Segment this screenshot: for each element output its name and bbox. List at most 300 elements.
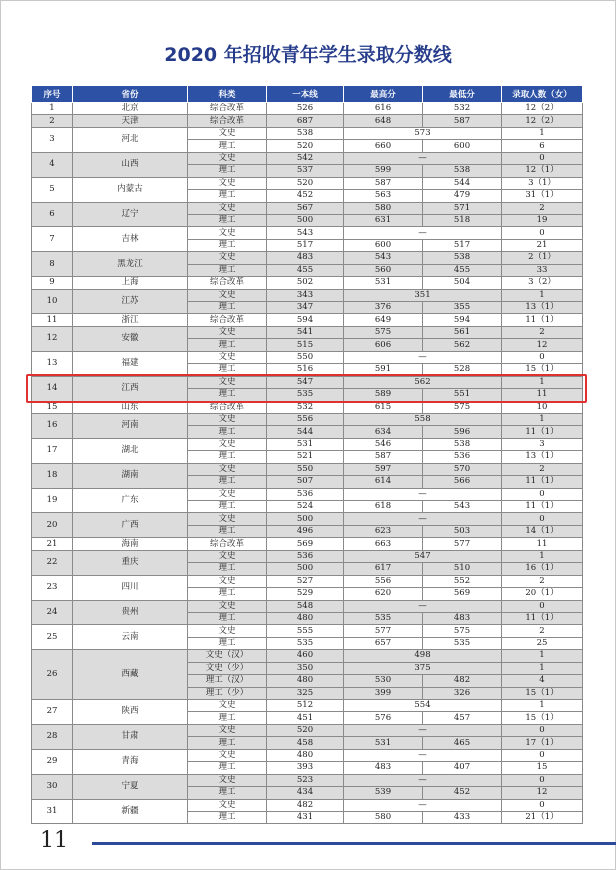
cell-admitted: 11（1）	[502, 501, 583, 513]
cell-subject: 理工	[188, 612, 267, 624]
cell-first-tier-line: 536	[267, 488, 344, 500]
cell-no: 27	[32, 700, 73, 725]
cell-province: 湖北	[73, 438, 188, 463]
cell-admitted: 21（1）	[502, 811, 583, 823]
cell-admitted: 1	[502, 662, 583, 674]
cell-subject: 理工	[188, 451, 267, 463]
cell-no: 7	[32, 227, 73, 252]
cell-subject: 理工	[188, 302, 267, 314]
cell-first-tier-line: 547	[267, 376, 344, 388]
cell-subject: 文史	[188, 575, 267, 587]
cell-single-score: —	[344, 724, 502, 736]
cell-province: 贵州	[73, 600, 188, 625]
cell-first-tier-line: 538	[267, 127, 344, 139]
cell-first-tier-line: 527	[267, 575, 344, 587]
cell-subject: 文史	[188, 351, 267, 363]
table-row	[32, 252, 583, 264]
cell-max-score: 587	[344, 177, 423, 189]
cell-province: 江苏	[73, 289, 188, 314]
cell-first-tier-line: 431	[267, 811, 344, 823]
cell-admitted: 11（1）	[502, 314, 583, 326]
cell-first-tier-line: 555	[267, 625, 344, 637]
cell-first-tier-line: 350	[267, 662, 344, 674]
cell-admitted: 3	[502, 438, 583, 450]
cell-admitted: 21	[502, 239, 583, 251]
cell-max-score: 575	[344, 326, 423, 338]
header-subject: 科类	[188, 86, 267, 103]
cell-min-score: 536	[423, 451, 502, 463]
table-row	[32, 538, 583, 550]
cell-min-score: 504	[423, 277, 502, 289]
cell-no: 5	[32, 177, 73, 202]
cell-first-tier-line: 480	[267, 675, 344, 687]
cell-subject: 文史	[188, 700, 267, 712]
cell-max-score: 657	[344, 637, 423, 649]
cell-subject: 文史	[188, 252, 267, 264]
cell-subject: 理工（汉）	[188, 675, 267, 687]
cell-province: 山西	[73, 152, 188, 177]
cell-min-score: 551	[423, 389, 502, 401]
cell-max-score: 615	[344, 401, 423, 413]
cell-province: 云南	[73, 625, 188, 650]
cell-max-score: 535	[344, 612, 423, 624]
cell-single-score: 573	[344, 127, 502, 139]
cell-province: 重庆	[73, 550, 188, 575]
table-row	[32, 513, 583, 525]
cell-single-score: —	[344, 513, 502, 525]
cell-min-score: 561	[423, 326, 502, 338]
cell-no: 24	[32, 600, 73, 625]
cell-max-score: 620	[344, 588, 423, 600]
cell-min-score: 452	[423, 787, 502, 799]
table-row	[32, 625, 583, 637]
cell-no: 6	[32, 202, 73, 227]
table-row	[32, 127, 583, 139]
cell-max-score: 580	[344, 811, 423, 823]
cell-subject: 文史	[188, 289, 267, 301]
cell-subject: 文史	[188, 127, 267, 139]
cell-min-score: 569	[423, 588, 502, 600]
cell-single-score: 562	[344, 376, 502, 388]
cell-admitted: 1	[502, 376, 583, 388]
cell-admitted: 2（1）	[502, 252, 583, 264]
cell-subject: 文史（少）	[188, 662, 267, 674]
cell-province: 四川	[73, 575, 188, 600]
cell-max-score: 600	[344, 239, 423, 251]
cell-max-score: 543	[344, 252, 423, 264]
cell-province: 新疆	[73, 799, 188, 824]
cell-admitted: 11（1）	[502, 476, 583, 488]
cell-admitted: 31（1）	[502, 190, 583, 202]
cell-max-score: 648	[344, 115, 423, 127]
cell-province: 湖南	[73, 463, 188, 488]
cell-first-tier-line: 458	[267, 737, 344, 749]
cell-first-tier-line: 687	[267, 115, 344, 127]
table-body	[32, 103, 583, 824]
cell-min-score: 326	[423, 687, 502, 699]
cell-province: 广西	[73, 513, 188, 538]
cell-subject: 理工	[188, 637, 267, 649]
table-row	[32, 103, 583, 115]
cell-single-score: —	[344, 227, 502, 239]
cell-admitted: 4	[502, 675, 583, 687]
header-first-tier-line: 一本线	[267, 86, 344, 103]
cell-first-tier-line: 483	[267, 252, 344, 264]
table-row	[32, 314, 583, 326]
cell-province: 辽宁	[73, 202, 188, 227]
table-row	[32, 277, 583, 289]
table-row	[32, 115, 583, 127]
table-row	[32, 550, 583, 562]
cell-max-score: 546	[344, 438, 423, 450]
cell-subject: 综合改革	[188, 314, 267, 326]
cell-subject: 文史	[188, 202, 267, 214]
cell-first-tier-line: 347	[267, 302, 344, 314]
cell-subject: 理工	[188, 811, 267, 823]
cell-single-score: 547	[344, 550, 502, 562]
cell-province: 内蒙古	[73, 177, 188, 202]
table-row	[32, 227, 583, 239]
cell-max-score: 563	[344, 190, 423, 202]
cell-first-tier-line: 520	[267, 140, 344, 152]
cell-subject: 文史	[188, 376, 267, 388]
cell-no: 12	[32, 326, 73, 351]
cell-first-tier-line: 569	[267, 538, 344, 550]
table-row	[32, 749, 583, 761]
table-row	[32, 177, 583, 189]
cell-max-score: 606	[344, 339, 423, 351]
cell-province: 宁夏	[73, 774, 188, 799]
cell-first-tier-line: 480	[267, 749, 344, 761]
cell-admitted: 0	[502, 152, 583, 164]
cell-subject: 理工	[188, 140, 267, 152]
cell-max-score: 556	[344, 575, 423, 587]
cell-single-score: 558	[344, 413, 502, 425]
table-row	[32, 600, 583, 612]
cell-single-score: 351	[344, 289, 502, 301]
cell-no: 9	[32, 277, 73, 289]
cell-subject: 文史	[188, 625, 267, 637]
cell-max-score: 591	[344, 364, 423, 376]
cell-min-score: 570	[423, 463, 502, 475]
cell-first-tier-line: 523	[267, 774, 344, 786]
cell-subject: 理工	[188, 737, 267, 749]
cell-max-score: 560	[344, 264, 423, 276]
cell-admitted: 0	[502, 724, 583, 736]
cell-no: 16	[32, 413, 73, 438]
cell-max-score: 617	[344, 563, 423, 575]
cell-province: 西藏	[73, 650, 188, 700]
cell-subject: 理工	[188, 476, 267, 488]
cell-min-score: 543	[423, 501, 502, 513]
cell-province: 海南	[73, 538, 188, 550]
cell-admitted: 17（1）	[502, 737, 583, 749]
cell-max-score: 580	[344, 202, 423, 214]
cell-subject: 文史	[188, 513, 267, 525]
page-number: 11	[40, 828, 68, 853]
cell-min-score: 465	[423, 737, 502, 749]
cell-admitted: 2	[502, 625, 583, 637]
cell-min-score: 575	[423, 401, 502, 413]
cell-subject: 文史	[188, 413, 267, 425]
cell-admitted: 15（1）	[502, 364, 583, 376]
cell-min-score: 566	[423, 476, 502, 488]
cell-admitted: 13（1）	[502, 451, 583, 463]
cell-max-score: 623	[344, 525, 423, 537]
cell-admitted: 11（1）	[502, 426, 583, 438]
cell-subject: 文史	[188, 463, 267, 475]
table-row	[32, 413, 583, 425]
cell-subject: 文史	[188, 438, 267, 450]
table-row	[32, 799, 583, 811]
cell-first-tier-line: 452	[267, 190, 344, 202]
cell-subject: 理工	[188, 214, 267, 226]
cell-first-tier-line: 535	[267, 637, 344, 649]
cell-min-score: 552	[423, 575, 502, 587]
cell-admitted: 0	[502, 513, 583, 525]
cell-first-tier-line: 536	[267, 550, 344, 562]
cell-subject: 文史	[188, 177, 267, 189]
cell-max-score: 576	[344, 712, 423, 724]
highlight-box-jiangxi	[26, 374, 587, 403]
table-row	[32, 650, 583, 662]
cell-no: 21	[32, 538, 73, 550]
cell-subject: 理工	[188, 165, 267, 177]
cell-no: 25	[32, 625, 73, 650]
cell-subject: 综合改革	[188, 401, 267, 413]
cell-max-score: 376	[344, 302, 423, 314]
table-row	[32, 351, 583, 363]
header-min-score: 最低分	[423, 86, 502, 103]
cell-subject: 文史	[188, 724, 267, 736]
cell-first-tier-line: 482	[267, 799, 344, 811]
table-row	[32, 438, 583, 450]
cell-first-tier-line: 496	[267, 525, 344, 537]
cell-no: 10	[32, 289, 73, 314]
cell-subject: 理工	[188, 563, 267, 575]
cell-first-tier-line: 556	[267, 413, 344, 425]
cell-first-tier-line: 502	[267, 277, 344, 289]
cell-subject: 综合改革	[188, 103, 267, 115]
cell-subject: 理工	[188, 264, 267, 276]
cell-min-score: 503	[423, 525, 502, 537]
cell-admitted: 6	[502, 140, 583, 152]
cell-first-tier-line: 542	[267, 152, 344, 164]
cell-max-score: 531	[344, 277, 423, 289]
cell-first-tier-line: 434	[267, 787, 344, 799]
cell-min-score: 355	[423, 302, 502, 314]
cell-admitted: 14（1）	[502, 525, 583, 537]
cell-subject: 理工（少）	[188, 687, 267, 699]
admission-score-table	[31, 85, 583, 824]
cell-admitted: 2	[502, 463, 583, 475]
cell-min-score: 510	[423, 563, 502, 575]
cell-province: 青海	[73, 749, 188, 774]
cell-first-tier-line: 451	[267, 712, 344, 724]
cell-admitted: 33	[502, 264, 583, 276]
cell-min-score: 538	[423, 252, 502, 264]
header-province: 省份	[73, 86, 188, 103]
cell-min-score: 528	[423, 364, 502, 376]
cell-admitted: 12	[502, 787, 583, 799]
cell-admitted: 2	[502, 575, 583, 587]
cell-min-score: 571	[423, 202, 502, 214]
cell-max-score: 649	[344, 314, 423, 326]
cell-admitted: 0	[502, 227, 583, 239]
cell-admitted: 15（1）	[502, 687, 583, 699]
cell-subject: 文史	[188, 799, 267, 811]
cell-first-tier-line: 541	[267, 326, 344, 338]
table-header-row	[32, 86, 583, 103]
cell-subject: 综合改革	[188, 277, 267, 289]
cell-admitted: 3（1）	[502, 177, 583, 189]
table-row	[32, 700, 583, 712]
cell-admitted: 2	[502, 202, 583, 214]
cell-admitted: 0	[502, 799, 583, 811]
cell-max-score: 631	[344, 214, 423, 226]
cell-min-score: 575	[423, 625, 502, 637]
cell-subject: 文史	[188, 550, 267, 562]
cell-admitted: 10	[502, 401, 583, 413]
cell-first-tier-line: 500	[267, 563, 344, 575]
cell-min-score: 532	[423, 103, 502, 115]
cell-first-tier-line: 543	[267, 227, 344, 239]
cell-first-tier-line: 500	[267, 513, 344, 525]
cell-min-score: 407	[423, 762, 502, 774]
header-no: 序号	[32, 86, 73, 103]
cell-first-tier-line: 524	[267, 501, 344, 513]
cell-first-tier-line: 594	[267, 314, 344, 326]
cell-admitted: 13（1）	[502, 302, 583, 314]
cell-subject: 文史	[188, 600, 267, 612]
cell-max-score: 589	[344, 389, 423, 401]
table-row	[32, 152, 583, 164]
cell-no: 19	[32, 488, 73, 513]
cell-admitted: 16（1）	[502, 563, 583, 575]
cell-max-score: 614	[344, 476, 423, 488]
cell-max-score: 663	[344, 538, 423, 550]
cell-admitted: 0	[502, 774, 583, 786]
cell-first-tier-line: 550	[267, 351, 344, 363]
cell-single-score: 375	[344, 662, 502, 674]
cell-min-score: 587	[423, 115, 502, 127]
table-row	[32, 488, 583, 500]
cell-admitted: 20（1）	[502, 588, 583, 600]
cell-single-score: —	[344, 600, 502, 612]
cell-first-tier-line: 529	[267, 588, 344, 600]
table-row	[32, 202, 583, 214]
cell-no: 18	[32, 463, 73, 488]
cell-single-score: —	[344, 152, 502, 164]
cell-first-tier-line: 517	[267, 239, 344, 251]
table-row	[32, 774, 583, 786]
cell-first-tier-line: 535	[267, 389, 344, 401]
cell-first-tier-line: 550	[267, 463, 344, 475]
cell-no: 20	[32, 513, 73, 538]
cell-max-score: 539	[344, 787, 423, 799]
table-row	[32, 575, 583, 587]
cell-min-score: 600	[423, 140, 502, 152]
cell-subject: 综合改革	[188, 115, 267, 127]
cell-subject: 文史	[188, 227, 267, 239]
cell-first-tier-line: 512	[267, 700, 344, 712]
cell-admitted: 11	[502, 389, 583, 401]
cell-subject: 文史	[188, 326, 267, 338]
cell-first-tier-line: 521	[267, 451, 344, 463]
cell-no: 15	[32, 401, 73, 413]
cell-subject: 文史	[188, 774, 267, 786]
cell-province: 浙江	[73, 314, 188, 326]
cell-subject: 文史（汉）	[188, 650, 267, 662]
cell-no: 8	[32, 252, 73, 277]
cell-admitted: 1	[502, 650, 583, 662]
cell-subject: 理工	[188, 339, 267, 351]
table-row	[32, 289, 583, 301]
cell-province: 福建	[73, 351, 188, 376]
cell-no: 1	[32, 103, 73, 115]
cell-first-tier-line: 343	[267, 289, 344, 301]
cell-admitted: 1	[502, 413, 583, 425]
cell-province: 河南	[73, 413, 188, 438]
cell-subject: 理工	[188, 762, 267, 774]
cell-min-score: 483	[423, 612, 502, 624]
cell-no: 29	[32, 749, 73, 774]
cell-first-tier-line: 480	[267, 612, 344, 624]
cell-admitted: 19	[502, 214, 583, 226]
cell-min-score: 517	[423, 239, 502, 251]
cell-no: 22	[32, 550, 73, 575]
cell-first-tier-line: 507	[267, 476, 344, 488]
cell-min-score: 596	[423, 426, 502, 438]
cell-min-score: 577	[423, 538, 502, 550]
cell-admitted: 0	[502, 488, 583, 500]
cell-subject: 综合改革	[188, 538, 267, 550]
cell-province: 广东	[73, 488, 188, 513]
cell-first-tier-line: 516	[267, 364, 344, 376]
header-admitted: 录取人数（女）	[502, 86, 583, 103]
cell-max-score: 577	[344, 625, 423, 637]
cell-max-score: 660	[344, 140, 423, 152]
cell-admitted: 3（2）	[502, 277, 583, 289]
cell-first-tier-line: 548	[267, 600, 344, 612]
cell-no: 30	[32, 774, 73, 799]
cell-first-tier-line: 520	[267, 724, 344, 736]
cell-admitted: 0	[502, 749, 583, 761]
cell-admitted: 1	[502, 700, 583, 712]
cell-single-score: —	[344, 351, 502, 363]
cell-min-score: 535	[423, 637, 502, 649]
cell-admitted: 12（1）	[502, 165, 583, 177]
cell-no: 28	[32, 724, 73, 749]
cell-single-score: —	[344, 749, 502, 761]
cell-admitted: 1	[502, 289, 583, 301]
cell-min-score: 518	[423, 214, 502, 226]
cell-subject: 理工	[188, 190, 267, 202]
cell-first-tier-line: 520	[267, 177, 344, 189]
cell-no: 4	[32, 152, 73, 177]
cell-no: 17	[32, 438, 73, 463]
cell-first-tier-line: 515	[267, 339, 344, 351]
cell-subject: 理工	[188, 787, 267, 799]
cell-first-tier-line: 567	[267, 202, 344, 214]
cell-no: 13	[32, 351, 73, 376]
cell-subject: 理工	[188, 712, 267, 724]
cell-admitted: 15（1）	[502, 712, 583, 724]
cell-subject: 理工	[188, 426, 267, 438]
cell-province: 安徽	[73, 326, 188, 351]
cell-max-score: 587	[344, 451, 423, 463]
cell-no: 3	[32, 127, 73, 152]
